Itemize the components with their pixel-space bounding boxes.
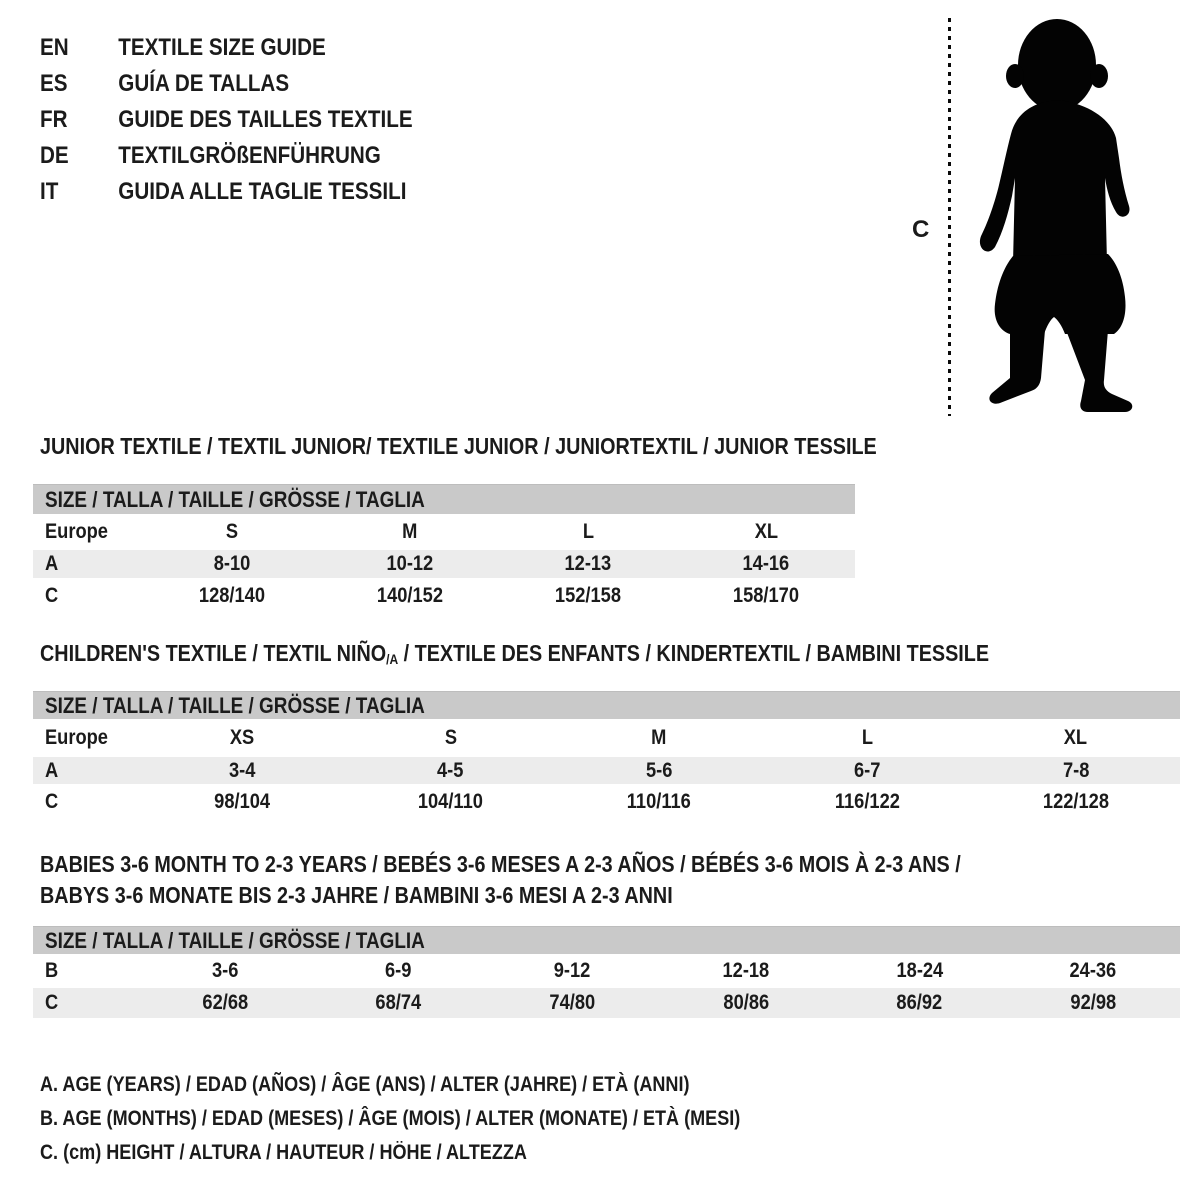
table-cell: 12-13	[564, 552, 612, 575]
table-cell: 3-4	[228, 758, 256, 782]
table-row-height	[33, 578, 855, 613]
lang-label: TEXTILGRÖßENFÜHRUNG	[118, 142, 381, 169]
table-cell: 116/122	[834, 789, 900, 813]
size-header-row	[33, 484, 855, 514]
lang-row-de	[40, 138, 413, 174]
height-dashed-line	[948, 18, 951, 416]
table-cell: 24-36	[1069, 959, 1117, 982]
legend-line-c: C. (cm) HEIGHT / ALTURA / HAUTEUR / HÖHE / ALTEZZA	[40, 1141, 527, 1164]
size-header-row	[33, 691, 1180, 719]
table-cell: 110/116	[627, 789, 692, 813]
table-cell: 6-7	[854, 758, 881, 782]
table-cell: 12-18	[722, 959, 770, 982]
table-cell: 3-6	[211, 959, 239, 982]
table-cell: 122/128	[1042, 789, 1109, 813]
table-cell: 68/74	[375, 991, 422, 1014]
table-cell: 14-16	[742, 552, 790, 575]
lang-label: GUIDE DES TAILLES TEXTILE	[118, 106, 413, 133]
row-label: A	[45, 552, 59, 575]
children-title-subscript: /A	[386, 651, 399, 667]
table-cell: 8-10	[213, 552, 251, 575]
table-cell: 62/68	[201, 991, 248, 1014]
lang-code: EN	[40, 34, 69, 61]
table-row-europe	[33, 514, 855, 550]
table-cell: M	[402, 520, 418, 543]
table-cell: 7-8	[1062, 758, 1090, 782]
table-cell: 10-12	[386, 552, 434, 575]
row-label: Europe	[45, 726, 108, 749]
table-row-age	[33, 550, 855, 578]
table-cell: 152/158	[554, 583, 622, 607]
measure-c-label: C	[912, 216, 930, 243]
children-title-text: CHILDREN'S TEXTILE / TEXTIL NIÑO	[40, 640, 387, 666]
table-cell: 140/152	[376, 583, 444, 607]
row-label: C	[45, 991, 59, 1014]
table-cell: 9-12	[553, 959, 591, 982]
table-row-height	[33, 784, 1180, 819]
table-cell: 18-24	[896, 959, 943, 982]
table-cell: L	[582, 520, 594, 543]
babies-title-line2: BABYS 3-6 MONATE BIS 2-3 JAHRE / BAMBINI 3-6 MESI A 2-3 ANNI	[40, 882, 673, 908]
children-size-table	[33, 691, 1180, 819]
lang-row-en	[40, 30, 413, 66]
table-row-age	[33, 757, 1180, 784]
babies-size-table	[33, 926, 1180, 1018]
table-row-height	[33, 988, 1180, 1018]
lang-code: IT	[40, 178, 59, 205]
size-header-label: SIZE / TALLA / TAILLE / GRÖSSE / TAGLIA	[45, 692, 425, 718]
children-title-text-cont: / TEXTILE DES ENFANTS / KINDERTEXTIL / BAMBINI TESSILE	[398, 640, 990, 666]
row-label: B	[45, 959, 59, 982]
table-cell: 80/86	[722, 991, 769, 1014]
toddler-silhouette-image	[958, 18, 1140, 418]
lang-row-it	[40, 174, 413, 210]
table-cell: 5-6	[645, 758, 673, 782]
row-label: A	[45, 758, 59, 782]
table-cell: S	[444, 726, 457, 749]
junior-section-title: JUNIOR TEXTILE / TEXTIL JUNIOR/ TEXTILE JUNIOR / JUNIORTEXTIL / JUNIOR TESSILE	[40, 433, 877, 459]
junior-size-table	[33, 484, 855, 613]
row-label: Europe	[45, 520, 108, 543]
table-cell: 128/140	[198, 583, 266, 607]
lang-code: DE	[40, 142, 69, 169]
table-cell: 92/98	[1070, 991, 1117, 1014]
lang-code: ES	[40, 70, 68, 97]
table-row-months	[33, 954, 1180, 988]
size-header-label: SIZE / TALLA / TAILLE / GRÖSSE / TAGLIA	[45, 927, 425, 953]
language-title-block	[40, 30, 473, 210]
table-cell: 98/104	[214, 789, 271, 813]
legend-line-a: A. AGE (YEARS) / EDAD (AÑOS) / ÂGE (ANS) / ALTER (JAHRE) / ETÀ (ANNI)	[40, 1073, 690, 1096]
table-cell: 6-9	[385, 959, 412, 982]
lang-row-fr	[40, 102, 413, 138]
table-cell: 4-5	[437, 758, 464, 782]
table-cell: XL	[754, 520, 778, 543]
table-cell: XL	[1064, 726, 1088, 749]
table-cell: M	[651, 726, 667, 749]
lang-row-es	[40, 66, 413, 102]
row-label: C	[45, 789, 59, 813]
table-cell: 104/110	[418, 789, 484, 813]
table-row-europe	[33, 719, 1180, 757]
table-cell: L	[861, 726, 873, 749]
table-cell: 74/80	[549, 991, 596, 1014]
table-cell: XS	[230, 726, 255, 749]
size-header-row	[33, 926, 1180, 954]
children-section-title	[40, 640, 989, 669]
table-cell: S	[225, 520, 239, 543]
babies-section-title	[40, 849, 1111, 911]
table-cell: 158/170	[732, 583, 800, 607]
lang-label: TEXTILE SIZE GUIDE	[118, 34, 326, 61]
measure-legend	[40, 1068, 854, 1170]
lang-label: GUIDA ALLE TAGLIE TESSILI	[118, 178, 407, 205]
lang-code: FR	[40, 106, 68, 133]
lang-label: GUÍA DE TALLAS	[118, 70, 290, 97]
legend-line-b: B. AGE (MONTHS) / EDAD (MESES) / ÂGE (MOIS) / ALTER (MONATE) / ETÀ (MESI)	[40, 1107, 741, 1130]
row-label: C	[45, 583, 59, 607]
table-cell: 86/92	[896, 991, 943, 1014]
size-header-label: SIZE / TALLA / TAILLE / GRÖSSE / TAGLIA	[45, 486, 425, 512]
babies-title-line1: BABIES 3-6 MONTH TO 2-3 YEARS / BEBÉS 3-6 MESES A 2-3 AÑOS / BÉBÉS 3-6 MOIS À 2-3 ANS /	[40, 851, 961, 877]
